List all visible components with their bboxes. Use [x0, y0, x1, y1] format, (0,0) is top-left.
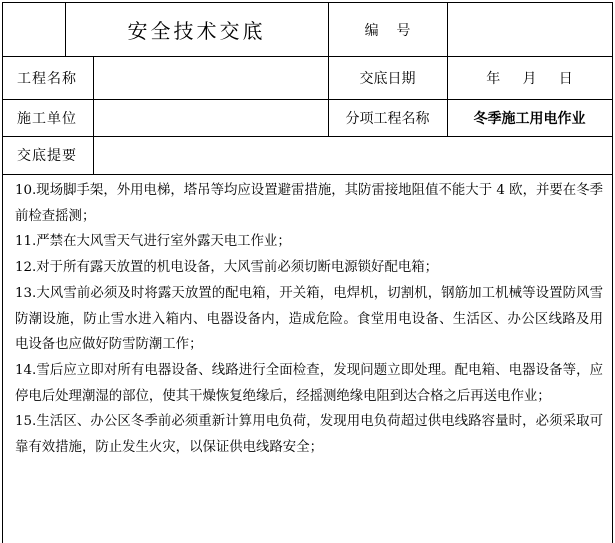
content-item: 14.雪后应立即对所有电器设备、线路进行全面检查，发现问题立即处理。配电箱、电器设备等，应停电后处理潮湿的部位，使其干燥恢复绝缘后，经摇测绝缘电阻到达合格之后再送电作业； [15, 362, 603, 404]
content-item: 12.对于所有露天放置的机电设备，大风雪前必须切断电源锁好配电箱； [15, 260, 439, 276]
content-item: 11.严禁在大风雪天气进行室外露天电工作业； [15, 234, 291, 250]
disclosure-content [15, 178, 603, 461]
sub-project-value[interactable]: 冬季施工用电作业 [473, 110, 586, 127]
disclosure-form [2, 2, 613, 543]
row-divider [3, 174, 612, 175]
date-label: 交底日期 [359, 70, 416, 87]
form-title: 安全技术交底 [127, 19, 266, 43]
construction-unit-label: 施工单位 [17, 110, 77, 127]
date-value[interactable]: 年 月 日 [486, 70, 573, 87]
summary-label: 交底提要 [17, 148, 77, 164]
sub-project-label: 分项工程名称 [345, 110, 430, 127]
number-label: 编 号 [364, 22, 411, 39]
number-value[interactable] [447, 3, 612, 56]
content-item: 15.生活区、办公区冬季前必须重新计算用电负荷，发现用电负荷超过供电线路容量时，必须采取可靠有效措施，防止发生火灾，以保证供电线路安全； [15, 414, 603, 456]
project-name-value[interactable] [93, 56, 328, 99]
summary-value[interactable] [93, 136, 612, 174]
project-name-label: 工程名称 [17, 70, 77, 87]
construction-unit-value[interactable] [93, 99, 328, 136]
content-item: 10.现场脚手架，外用电梯，塔吊等均应设置避雷措施，其防雷接地阻值不能大于 4 欧，并要在冬季前检查摇测； [15, 183, 603, 224]
content-item: 13.大风雪前必须及时将露天放置的配电箱，开关箱，电焊机，切割机，钢筋加工机械等设置防风雪防潮设施，防止雪水进入箱内、电器设备内，造成危险。食堂用电设备、生活区、办公区线路及用电设备也应做好防雪防潮工作； [15, 285, 603, 353]
